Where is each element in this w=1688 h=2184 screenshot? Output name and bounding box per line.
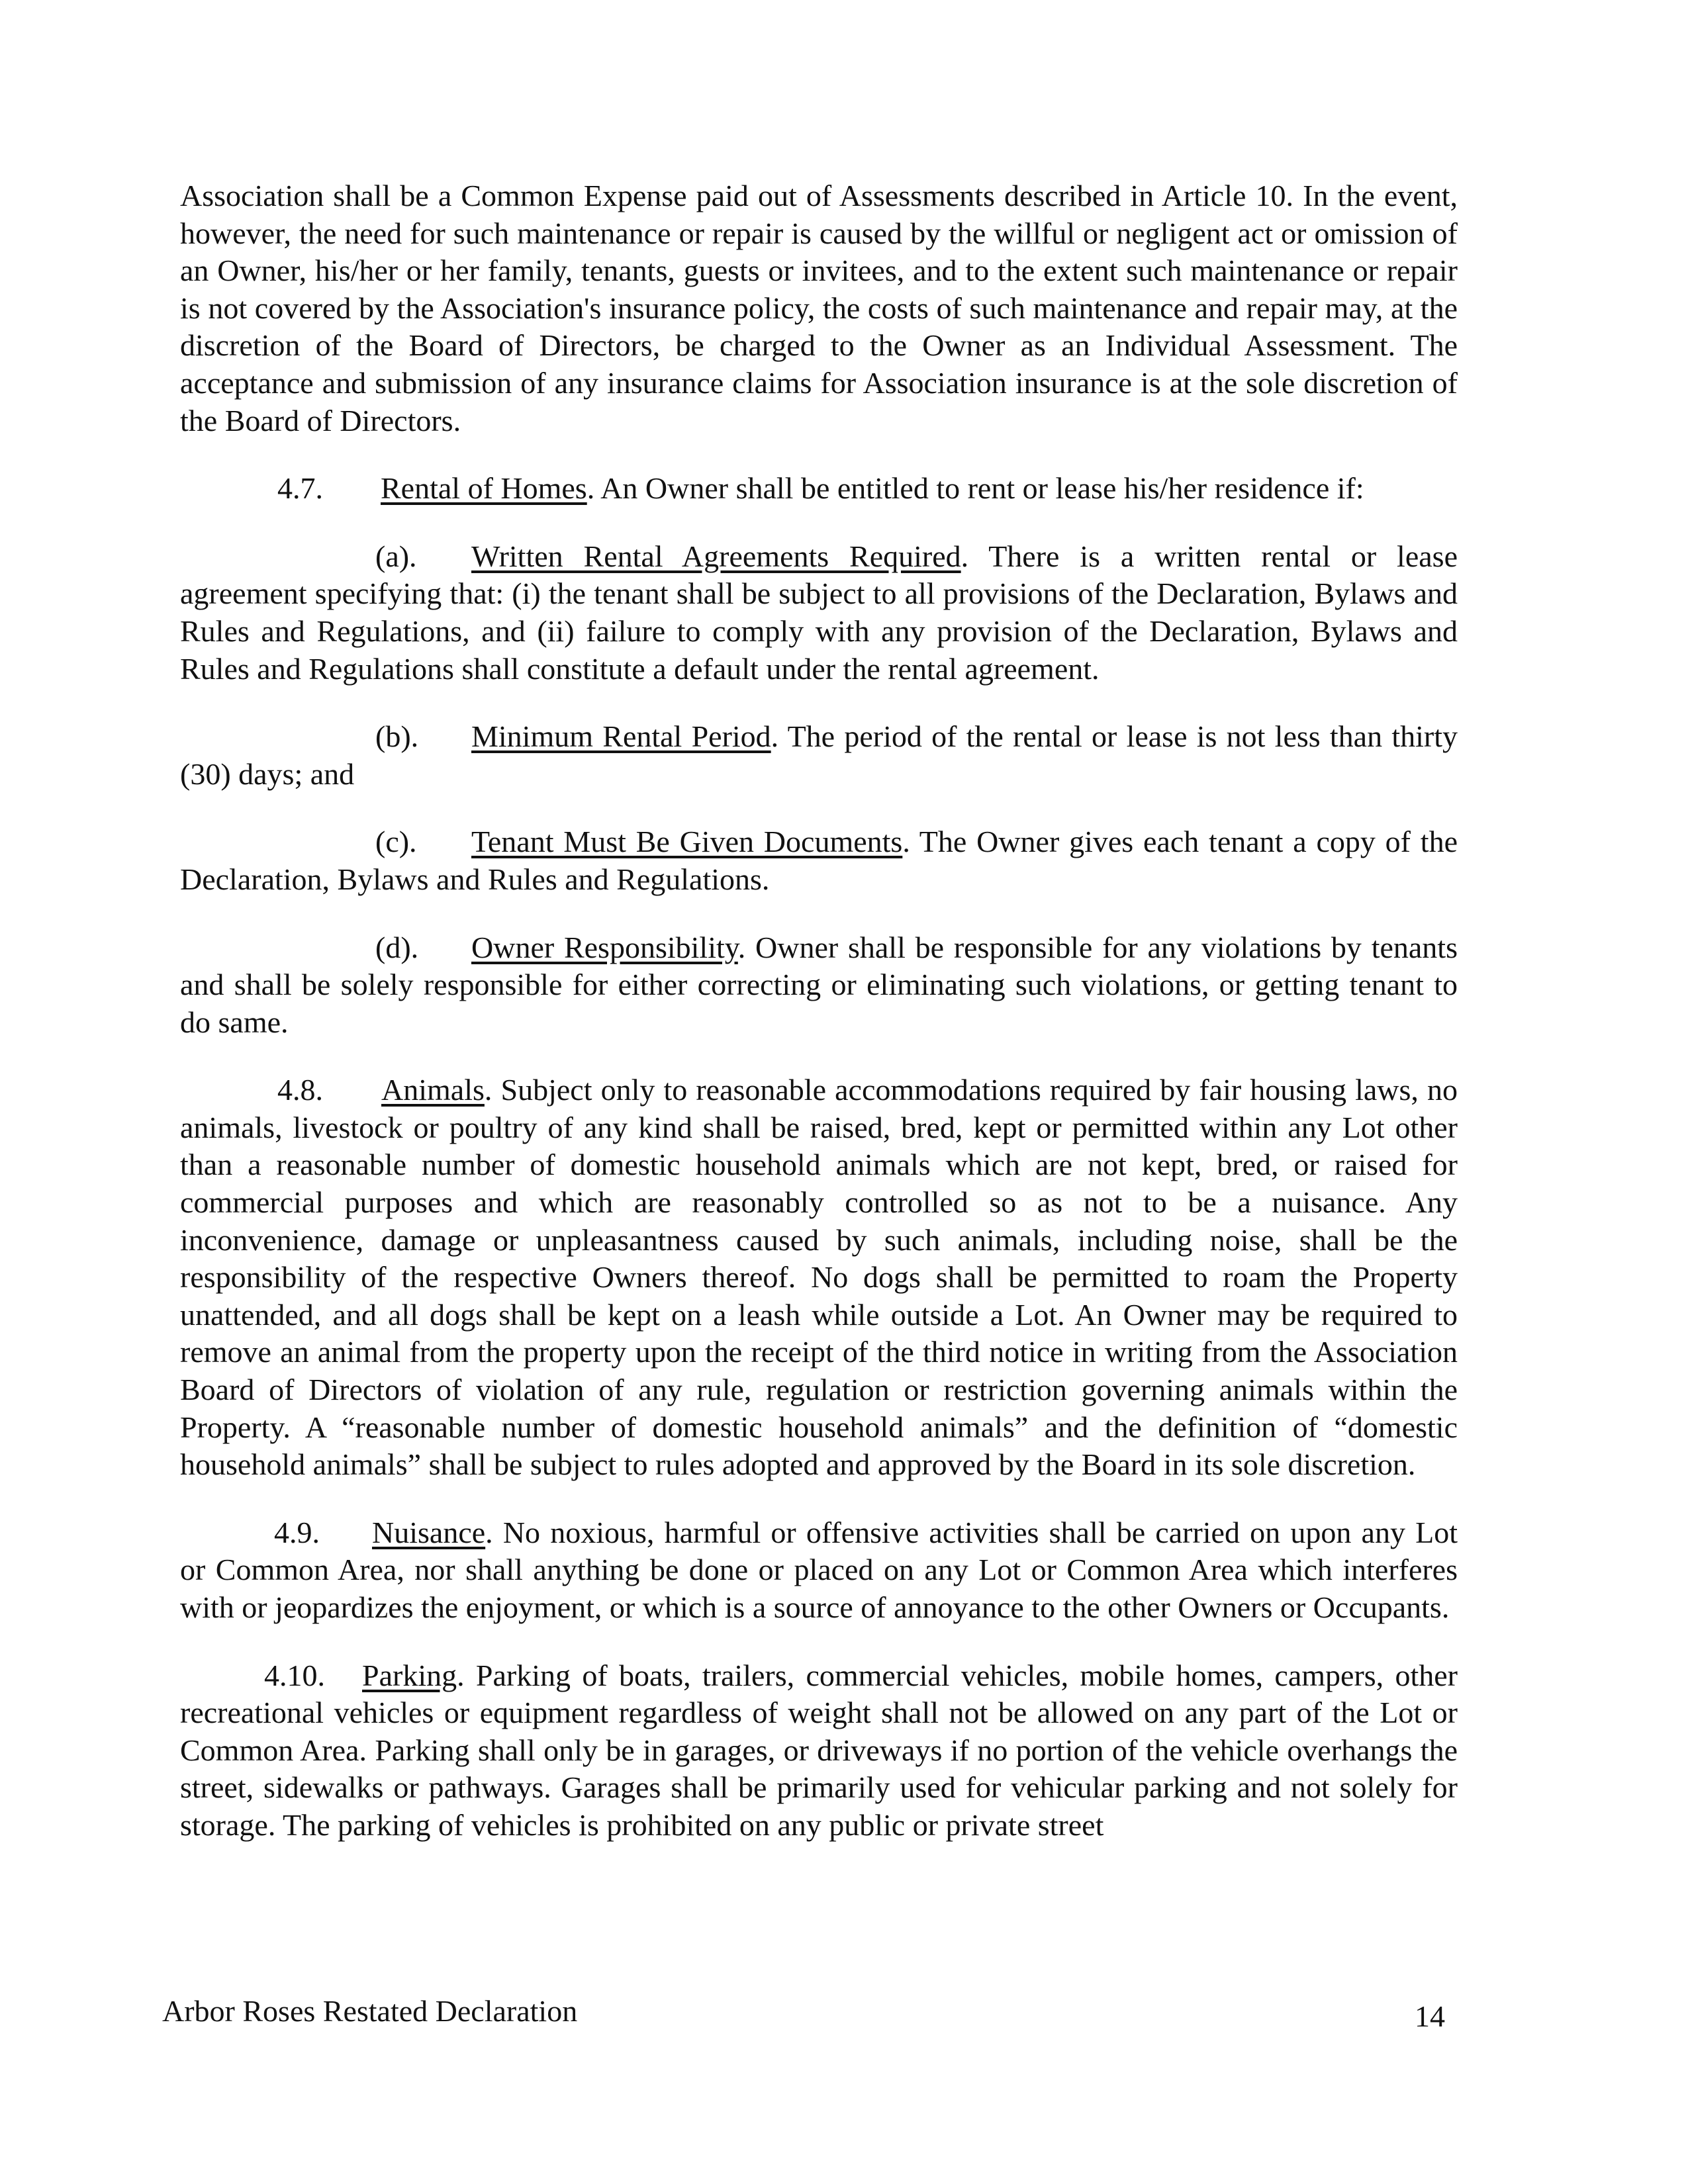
footer-document-title: Arbor Roses Restated Declaration (162, 1994, 578, 2028)
subsection-label: (d). (375, 930, 419, 964)
section-title: Parking (362, 1658, 457, 1692)
subsection-a (180, 538, 1458, 688)
subsection-c (180, 823, 1458, 898)
section-4-7 (180, 470, 1458, 508)
subsection-label: (c). (375, 825, 417, 859)
section-4-8 (180, 1071, 1458, 1484)
subsection-title: Written Rental Agreements Required (471, 539, 961, 573)
section-number: 4.9. (274, 1515, 320, 1549)
section-text: . An Owner shall be entitled to rent or lease his/her residence if: (586, 471, 1364, 506)
subsection-text: . The Owner gives each tenant a copy of the Declaration, Bylaws and Rules and Regulations. (180, 825, 1458, 896)
subsection-text: . Owner shall be responsible for any violations by tenants and shall be solely responsible for either correcting or eliminating such violations, or getting tenant to do same. (180, 930, 1458, 1039)
subsection-text: . The period of the rental or lease is not less than thirty (30) days; and (180, 719, 1458, 791)
section-text: . No noxious, harmful or offensive activities shall be carried on upon any Lot or Common Area, nor shall anything be done or placed on any Lot or Common Area which interferes with or jeopardizes the enjoyment, or which is a source of annoyance to the other Owners or Occupants. (180, 1515, 1458, 1624)
subsection-text: . There is a written rental or lease agreement specifying that: (i) the tenant shall be subject to all provisions of the Declaration, Bylaws and Rules and Regulations, and (ii) failure to comply with any provision of the Declaration, Bylaws and Rules and Regulations shall constitute a default under the rental agreement. (180, 539, 1458, 686)
document-body (180, 177, 1458, 1875)
footer-page-number: 14 (1415, 1999, 1445, 2033)
section-text: . Parking of boats, trailers, commercial vehicles, mobile homes, campers, other recreational vehicles or equipment regardless of weight shall not be allowed on any part of the Lot or Common Area. Parking shall only be in garages, or driveways if no portion of the vehicle overhangs the street, sidewalks or pathways. Garages shall be primarily used for vehicular parking and not solely for storage. The parking of vehicles is prohibited on any public or private street (180, 1658, 1458, 1842)
subsection-label: (a). (375, 539, 417, 573)
subsection-d (180, 929, 1458, 1042)
section-number: 4.8. (277, 1073, 323, 1107)
subsection-title: Tenant Must Be Given Documents (471, 825, 903, 859)
section-4-10 (180, 1657, 1458, 1844)
section-title: Rental of Homes (381, 471, 587, 506)
section-number: 4.7. (277, 471, 323, 506)
section-title: Animals (381, 1073, 485, 1107)
subsection-title: Owner Responsibility (471, 930, 738, 964)
continuation-paragraph: Association shall be a Common Expense paid out of Assessments described in Article 10. In the event, however, the need for such maintenance or repair is caused by the willful or negligent act or omission of an Owner, his/her or her family, tenants, guests or invitees, and to the extent such maintenance or repair is not covered by the Association's insurance policy, the costs of such maintenance and repair may, at the discretion of the Board of Directors, be charged to the Owner as an Individual Assessment. The acceptance and submission of any insurance claims for Association insurance is at the sole discretion of the Board of Directors. (180, 179, 1458, 437)
subsection-label: (b). (375, 719, 419, 754)
section-text: . Subject only to reasonable accommodations required by fair housing laws, no animals, livestock or poultry of any kind shall be raised, bred, kept or permitted within any Lot other than a reasonable number of domestic household animals which are not kept, bred, or raised for commercial purposes and which are reasonably controlled so as not to be a nuisance. Any inconvenience, damage or unpleasantness caused by such animals, including noise, shall be the responsibility of the respective Owners thereof. No dogs shall be permitted to roam the Property unattended, and all dogs shall be kept on a leash while outside a Lot. An Owner may be required to remove an animal from the property upon the receipt of the third notice in writing from the Association Board of Directors of violation of any rule, regulation or restriction governing animals within the Property. A “reasonable number of domestic household animals” and the definition of “domestic household animals” shall be subject to rules adopted and approved by the Board in its sole discretion. (180, 1073, 1458, 1482)
section-title: Nuisance (372, 1515, 486, 1549)
section-number: 4.10. (264, 1658, 325, 1692)
subsection-title: Minimum Rental Period (471, 719, 771, 754)
subsection-b (180, 718, 1458, 793)
section-4-9 (180, 1514, 1458, 1627)
